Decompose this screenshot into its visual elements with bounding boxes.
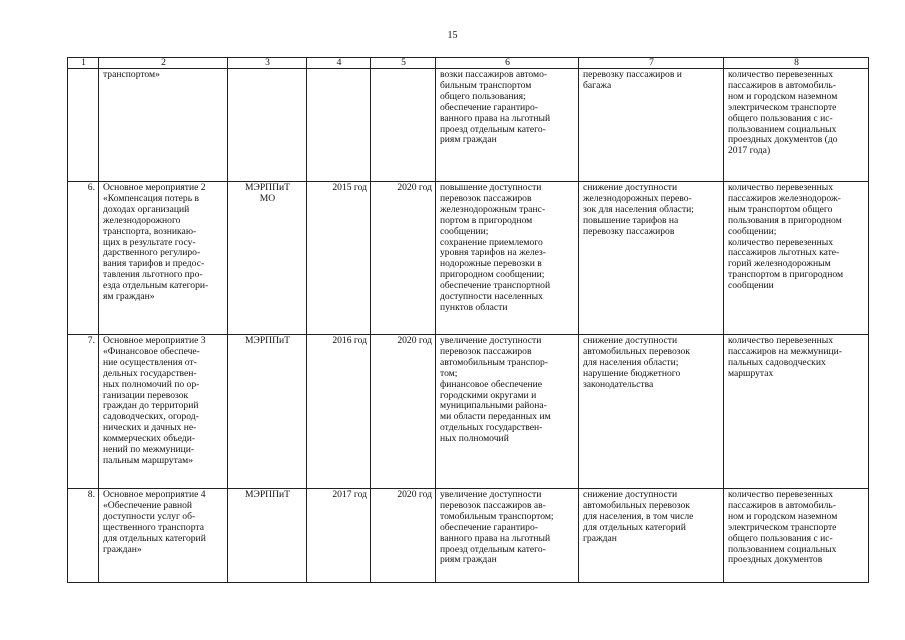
end-year: 2020 год bbox=[371, 182, 436, 335]
header-cell-col-8: 8 bbox=[724, 58, 869, 69]
expected-result: увеличение доступности перевозок пассажиров автомобильным транспор- том; финансовое обеспечение городскими округами и муниципальными района- ми области переданных им отдельных государствен- ных полномочий bbox=[436, 335, 579, 489]
header-cell-col-6: 6 bbox=[436, 58, 579, 69]
non-implementation-consequences: снижение доступности автомобильных перевозок для населения, в том числе для отдельных категорий граждан bbox=[579, 489, 724, 583]
start-year bbox=[307, 69, 371, 182]
measure-name: Основное мероприятие 2 «Компенсация потерь в доходах организаций железнодорожного транспорта, возникаю- щих в результате госу- дарственного регулиро- вания тарифов и предос- тавления льготного про- езда отдельным категори- ям граждан» bbox=[99, 182, 228, 335]
header-row bbox=[68, 58, 869, 69]
start-year: 2017 год bbox=[307, 489, 371, 583]
start-year: 2015 год bbox=[307, 182, 371, 335]
measure-name: Основное мероприятие 4 «Обеспечение равной доступности услуг об- щественного транспорта для отдельных категорий граждан» bbox=[99, 489, 228, 583]
indicator-link: количество перевезенных пассажиров на межмуници- пальных садоводческих маршрутах bbox=[724, 335, 869, 489]
executor: МЭРППиТ bbox=[228, 335, 307, 489]
executor bbox=[228, 69, 307, 182]
non-implementation-consequences: снижение доступности автомобильных перевозок для населения области; нарушение бюджетного законодательства bbox=[579, 335, 724, 489]
non-implementation-consequences: перевозку пассажиров и багажа bbox=[579, 69, 724, 182]
executor: МЭРППиТ bbox=[228, 489, 307, 583]
end-year bbox=[371, 69, 436, 182]
header-cell-col-1: 1 bbox=[68, 58, 99, 69]
measures-table bbox=[67, 57, 869, 583]
measure-name: Основное мероприятие 3 «Финансовое обеспече- ние осуществления от- дельных государствен- ных полномочий по ор- ганизации перевозок граждан до территорий садоводческих, огород- нических и дачных не- коммерческих объеди- нений по межмуници- пальным маршрутам» bbox=[99, 335, 228, 489]
table-row bbox=[68, 182, 869, 335]
non-implementation-consequences: снижение доступности железнодорожных перево- зок для населения области; повышение тарифов на перевозку пассажиров bbox=[579, 182, 724, 335]
table-row bbox=[68, 489, 869, 583]
end-year: 2020 год bbox=[371, 335, 436, 489]
header-cell-col-7: 7 bbox=[579, 58, 724, 69]
expected-result: возки пассажиров автомо- бильным транспортом общего пользования; обеспечение гарантиро- ванного права на льготный проезд отдельным катего- риям граждан bbox=[436, 69, 579, 182]
expected-result: увеличение доступности перевозок пассажиров ав- томобильным транспортом; обеспечение гарантиро- ванного права на льготный проезд отдельным катего- риям граждан bbox=[436, 489, 579, 583]
header-cell-col-4: 4 bbox=[307, 58, 371, 69]
table-row bbox=[68, 335, 869, 489]
expected-result: повышение доступности перевозок пассажиров железнодорожным транс- портом в пригородном сообщении; сохранение приемлемого уровня тарифов на желез- нодорожные перевозки в пригородном сообщении; обеспечение транспортной доступности населенных пунктов области bbox=[436, 182, 579, 335]
indicator-link: количество перевезенных пассажиров железнодорож- ным транспортом общего пользования в пригородном сообщении; количество перевезенных пассажиров льготных кате- горий железнодорожным транспортом в пригородном сообщении bbox=[724, 182, 869, 335]
indicator-link: количество перевезенных пассажиров в автомобиль- ном и городском наземном электрическом транспорте общего пользования с ис- пользованием социальных проездных документов bbox=[724, 489, 869, 583]
header-cell-col-5: 5 bbox=[371, 58, 436, 69]
page-number: 15 bbox=[447, 30, 458, 41]
row-number: 8. bbox=[68, 489, 99, 583]
table-row bbox=[68, 69, 869, 182]
measure-name: транспортом» bbox=[99, 69, 228, 182]
header-cell-col-2: 2 bbox=[99, 58, 228, 69]
row-number: 6. bbox=[68, 182, 99, 335]
start-year: 2016 год bbox=[307, 335, 371, 489]
row-number bbox=[68, 69, 99, 182]
indicator-link: количество перевезенных пассажиров в автомобиль- ном и городском наземном электрическом транспорте общего пользования с ис- пользованием социальных проездных документов (до 2017 года) bbox=[724, 69, 869, 182]
header-cell-col-3: 3 bbox=[228, 58, 307, 69]
row-number: 7. bbox=[68, 335, 99, 489]
executor: МЭРППиТ МО bbox=[228, 182, 307, 335]
end-year: 2020 год bbox=[371, 489, 436, 583]
